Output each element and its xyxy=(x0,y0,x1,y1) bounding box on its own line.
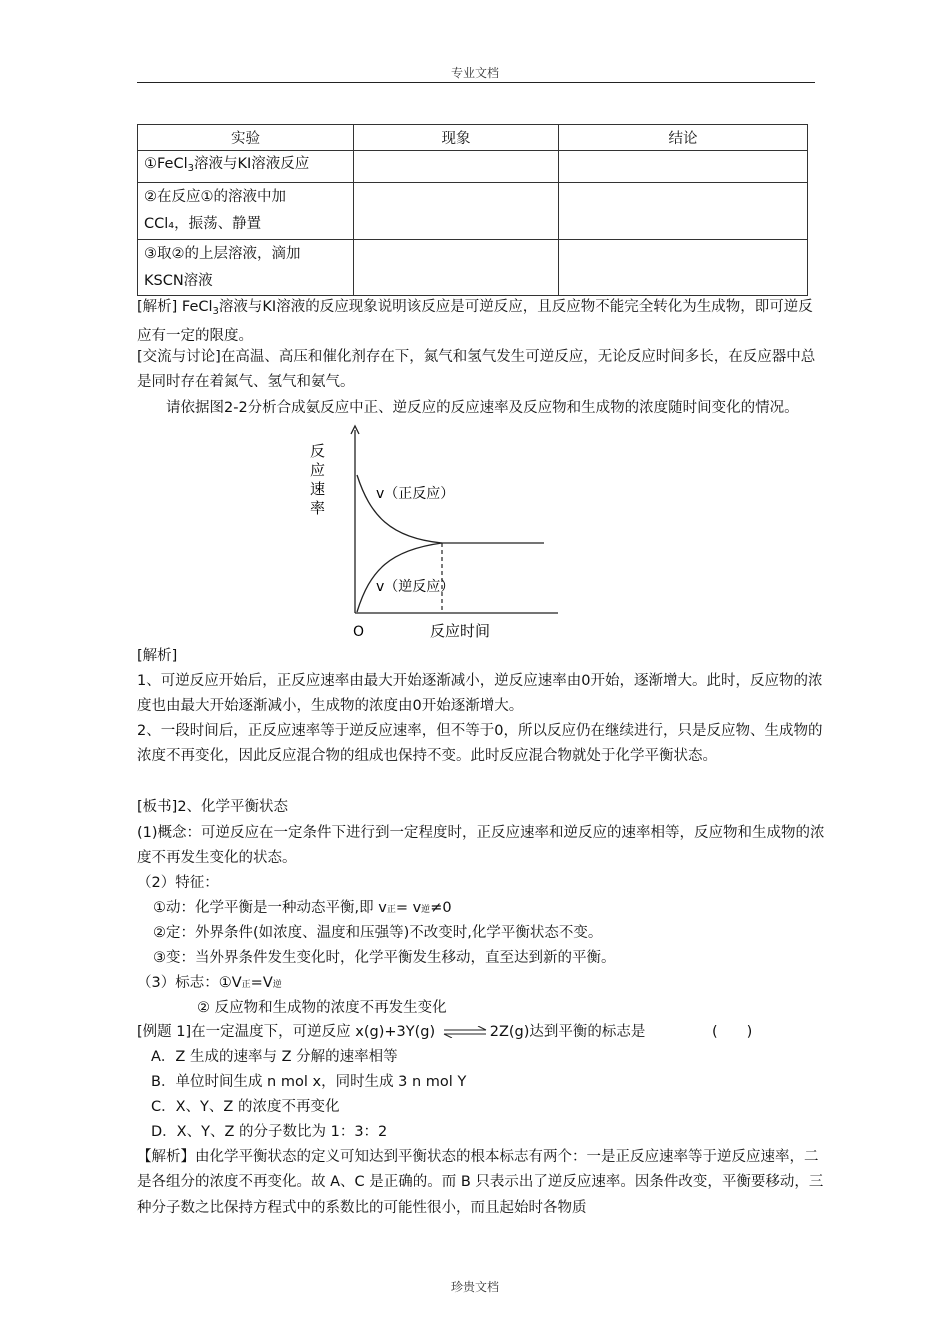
table-cell xyxy=(559,183,808,240)
table-cell xyxy=(559,151,808,183)
sign-title: （3）标志：①V正=V逆 xyxy=(137,975,282,991)
analysis-paragraph: [解析] FeCl$_3$溶液与KI溶液的反应现象说明该反应是可逆反应，且反应物不能完全转化为生成物，即可逆反应有一定的限度。 xyxy=(137,299,813,345)
table-cell xyxy=(354,183,559,240)
origin-label: O xyxy=(353,624,365,640)
table-header-cell: 现象 xyxy=(354,125,559,151)
analysis-point-2: 2、一段时间后，正反应速率等于逆反应速率，但不等于0，所以反应仍在继续进行，只是反应物、生成物的浓度不再变化，因此反应混合物的组成也保持不变。此时反应混合物就处于化学平衡状态。 xyxy=(137,723,823,765)
analysis-title: [解析] xyxy=(137,648,178,664)
header-divider xyxy=(137,82,815,83)
feature-fixed: ②定：外界条件(如浓度、温度和压强等)不改变时,化学平衡状态不变。 xyxy=(153,925,603,941)
answer-blank: ( ) xyxy=(712,1024,753,1040)
forward-series-label: v（正反应） xyxy=(376,486,455,502)
reverse-rate-curve xyxy=(357,543,442,612)
table-row xyxy=(138,151,808,183)
analysis-point-1: 1、可逆反应开始后，正反应速率由最大开始逐渐减小，逆反应速率由0开始，逐渐增大。此时，反应物的浓度也由最大开始逐渐减小，生成物的浓度由0开始逐渐增大。 xyxy=(137,673,823,715)
table-header-cell: 结论 xyxy=(559,125,808,151)
example-question: [例题 1]在一定温度下，可逆反应 x(g)+3Y(g) 2Z(g)达到平衡的标志是 xyxy=(137,1024,646,1040)
option-a: A．Z 生成的速率与 Z 分解的速率相等 xyxy=(151,1049,398,1065)
y-axis-label-char: 应 xyxy=(310,461,326,479)
table-cell: ②在反应①的溶液中加 CCl₄，振荡、静置 xyxy=(138,183,354,240)
sign-item-2: ② 反应物和生成物的浓度不再发生变化 xyxy=(197,1000,447,1016)
table-header-cell: 实验 xyxy=(138,125,354,151)
experiment-table xyxy=(137,124,808,296)
table-cell xyxy=(354,151,559,183)
instruction-paragraph: 请依据图2-2分析合成氨反应中正、逆反应的反应速率及反应物和生成物的浓度随时间变化的情况。 xyxy=(166,400,799,416)
rate-time-chart xyxy=(300,420,570,645)
table-header-row xyxy=(138,125,808,151)
y-axis-label-char: 速 xyxy=(310,480,326,498)
discussion-paragraph: [交流与讨论]在高温、高压和催化剂存在下，氮气和氢气发生可逆反应，无论反应时间多长，在反应器中总是同时存在着氮气、氢气和氨气。 xyxy=(137,349,816,391)
example-analysis: 【解析】由化学平衡状态的定义可知达到平衡状态的根本标志有两个：一是正反应速率等于逆反应速率，二是各组分的浓度不再变化。故 A、C 是正确的。而 B 只表示出了逆反应速率。因条件改变，平衡要移动，三种分子数之比保持方程式中的系数比的可能性很小，而且起始时各物质 xyxy=(137,1149,824,1216)
table-cell: ③取②的上层溶液，滴加 KSCN溶液 xyxy=(138,240,354,296)
table-cell xyxy=(559,240,808,296)
table-row xyxy=(138,183,808,240)
table-cell xyxy=(354,240,559,296)
feature-title: （2）特征： xyxy=(137,875,219,891)
feature-dynamic: ①动：化学平衡是一种动态平衡,即 v正= v逆≠0 xyxy=(153,900,452,916)
feature-change: ③变：当外界条件发生变化时，化学平衡发生移动，直至达到新的平衡。 xyxy=(153,950,616,966)
x-axis-label: 反应时间 xyxy=(430,622,491,640)
concept-paragraph: (1)概念：可逆反应在一定条件下进行到一定程度时，正反应速率和逆反应的速率相等，反应物和生成物的浓度不再发生变化的状态。 xyxy=(137,825,825,867)
y-axis-label-char: 率 xyxy=(310,499,326,517)
y-axis-label-char: 反 xyxy=(310,442,326,460)
option-c: C．X、Y、Z 的浓度不再变化 xyxy=(151,1099,340,1115)
table-row xyxy=(138,240,808,296)
page-header: 专业文档 xyxy=(450,66,499,80)
table-cell: ①FeCl$_3$溶液与KI溶液反应 xyxy=(138,151,354,183)
page-footer: 珍贵文档 xyxy=(450,1280,499,1294)
option-b: B．单位时间生成 n mol x，同时生成 3 n mol Y xyxy=(151,1074,467,1090)
board-heading: [板书]2、化学平衡状态 xyxy=(137,799,289,815)
reverse-series-label: v（逆反应） xyxy=(376,579,455,595)
equilibrium-arrow-icon xyxy=(442,1026,488,1038)
option-d: D．X、Y、Z 的分子数比为 1：3：2 xyxy=(151,1124,388,1140)
